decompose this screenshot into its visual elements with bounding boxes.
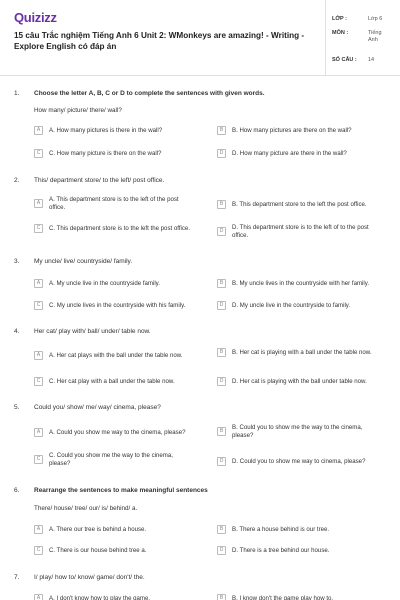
answer-option[interactable] xyxy=(217,424,374,439)
answer-option[interactable] xyxy=(217,594,374,600)
answer-option[interactable] xyxy=(217,149,374,158)
option-text: C. Could you show me the way to the cinema, please? xyxy=(49,452,173,467)
quizizz-logo[interactable]: Quizizz xyxy=(14,10,57,25)
meta-subject-value: Tiếng Anh xyxy=(368,30,382,43)
option-text: B. This department store to the left the post office. xyxy=(232,200,367,208)
question-number: 4. xyxy=(14,328,20,335)
answer-option[interactable] xyxy=(34,301,219,310)
answer-option[interactable] xyxy=(34,126,191,135)
option-text: A. How many pictures is there in the wall? xyxy=(49,126,163,134)
option-text: D. This department store is to the left of to the post office. xyxy=(232,224,369,239)
answer-option[interactable] xyxy=(34,224,191,233)
option-text: C. Her cat play with a ball under the table now. xyxy=(49,377,175,385)
option-text: A. Could you show me way to the cinema, please? xyxy=(49,428,186,436)
option-letter-box: D xyxy=(217,149,226,158)
option-text: B. How many pictures are there on the wall? xyxy=(232,126,352,134)
option-letter-box: C xyxy=(34,149,43,158)
answer-option[interactable] xyxy=(217,546,374,555)
meta-count-label: SỐ CÂU : xyxy=(332,57,357,63)
answer-option[interactable] xyxy=(217,377,397,386)
meta-grade-label: LỚP : xyxy=(332,16,347,22)
answer-option[interactable] xyxy=(34,546,191,555)
option-letter-box: D xyxy=(217,377,226,386)
meta-grade-value: Lớp 6 xyxy=(368,16,383,22)
option-text: C. There is our house behind tree a. xyxy=(49,546,147,554)
document-header xyxy=(0,0,400,76)
meta-count-value: 14 xyxy=(368,57,375,63)
answer-option[interactable] xyxy=(217,525,374,534)
question-prompt: There/ house/ tree/ our/ is/ behind/ a. xyxy=(34,505,138,512)
option-letter-box: A xyxy=(34,525,43,534)
option-text: D. My uncle live in the countryside to family. xyxy=(232,301,351,309)
answer-option[interactable] xyxy=(34,594,191,600)
option-text: B. I know don't the game play how to. xyxy=(232,594,334,600)
option-text: B. Her cat is playing with a ball under the table now. xyxy=(232,348,372,356)
option-letter-box: A xyxy=(34,199,43,208)
option-text: C. How many picture is there on the wall? xyxy=(49,149,162,157)
option-letter-box: A xyxy=(34,594,43,600)
answer-option[interactable] xyxy=(34,525,191,534)
option-letter-box: C xyxy=(34,301,43,310)
option-text: A. Her cat plays with the ball under the table now. xyxy=(49,351,183,359)
question-text: Could you/ show/ me/ way/ cinema, please? xyxy=(34,404,161,411)
option-letter-box: C xyxy=(34,224,43,233)
question-number: 5. xyxy=(14,404,20,411)
question-number: 6. xyxy=(14,487,20,494)
option-text: D. Her cat is playing with the ball under table now. xyxy=(232,377,367,385)
answer-option[interactable] xyxy=(217,348,374,357)
question-instruction: Rearrange the sentences to make meaningful sentences xyxy=(34,487,208,494)
option-letter-box: D xyxy=(217,301,226,310)
option-text: B. My uncle lives in the countryside with her family. xyxy=(232,279,370,287)
answer-option[interactable] xyxy=(34,351,219,360)
answer-option[interactable] xyxy=(217,224,374,239)
answer-option[interactable] xyxy=(34,428,214,437)
question-number: 1. xyxy=(14,90,20,97)
meta-subject-label: MÔN : xyxy=(332,30,349,36)
question-text: This/ department store/ to the left/ post office. xyxy=(34,177,165,184)
question-text: Her cat/ play with/ ball/ under/ table now. xyxy=(34,328,151,335)
option-letter-box: A xyxy=(34,428,43,437)
option-letter-box: D xyxy=(217,546,226,555)
question-text: I/ play/ how to/ know/ game/ don't/ the. xyxy=(34,574,145,581)
option-letter-box: B xyxy=(217,594,226,600)
option-text: A. My uncle live in the countryside family. xyxy=(49,279,160,287)
option-letter-box: C xyxy=(34,546,43,555)
option-letter-box: B xyxy=(217,279,226,288)
answer-option[interactable] xyxy=(34,377,219,386)
answer-option[interactable] xyxy=(217,457,392,466)
option-text: A. There our tree is behind a house. xyxy=(49,525,147,533)
option-letter-box: A xyxy=(34,126,43,135)
option-text: D. Could you to show me way to cinema, please? xyxy=(232,457,366,465)
option-letter-box: A xyxy=(34,279,43,288)
page-title: 15 câu Trắc nghiệm Tiếng Anh 6 Unit 2: WMonkeys are amazing! - Writing - Explore English có đáp án xyxy=(14,31,305,51)
option-text: D. How many picture are there in the wall? xyxy=(232,149,347,157)
option-letter-box: B xyxy=(217,348,226,357)
option-letter-box: B xyxy=(217,126,226,135)
option-letter-box: A xyxy=(34,351,43,360)
option-letter-box: D xyxy=(217,227,226,236)
question-instruction: Choose the letter A, B, C or D to complete the sentences with given words. xyxy=(34,90,265,97)
answer-option[interactable] xyxy=(34,149,191,158)
option-letter-box: C xyxy=(34,377,43,386)
question-number: 7. xyxy=(14,574,20,581)
option-letter-box: B xyxy=(217,427,226,436)
answer-option[interactable] xyxy=(34,452,191,467)
answer-option[interactable] xyxy=(217,200,374,209)
answer-option[interactable] xyxy=(34,196,191,211)
option-text: D. There is a tree behind our house. xyxy=(232,546,330,554)
option-text: B. Could you to show me the way to the cinema, please? xyxy=(232,424,363,439)
option-text: C. My uncle lives in the countryside with his family. xyxy=(49,301,186,309)
option-letter-box: C xyxy=(34,455,43,464)
question-text: My uncle/ live/ countryside/ family. xyxy=(34,258,133,265)
answer-option[interactable] xyxy=(217,126,374,135)
option-letter-box: D xyxy=(217,457,226,466)
question-number: 3. xyxy=(14,258,20,265)
option-text: C. This department store is to the left the post office. xyxy=(49,224,191,232)
answer-option[interactable] xyxy=(217,279,392,288)
option-text: A. This department store is to the left of the post office. xyxy=(49,196,179,211)
option-text: A. I don't know how to play the game. xyxy=(49,594,151,600)
option-letter-box: B xyxy=(217,200,226,209)
option-letter-box: B xyxy=(217,525,226,534)
meta-panel xyxy=(325,0,400,76)
question-prompt: How many/ picture/ there/ wall? xyxy=(34,107,122,114)
question-number: 2. xyxy=(14,177,20,184)
option-text: B. There a house behind is our tree. xyxy=(232,525,330,533)
answer-option[interactable] xyxy=(217,301,392,310)
answer-option[interactable] xyxy=(34,279,191,288)
